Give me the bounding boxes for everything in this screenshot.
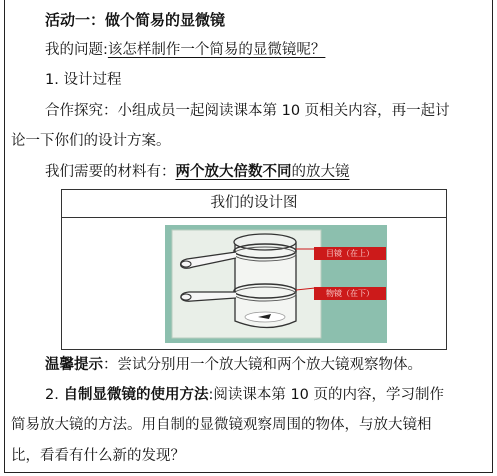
question-prefix: 我的问题:	[45, 42, 108, 58]
materials-emphasis: 两个放大倍数不同	[175, 164, 292, 180]
design-table	[61, 189, 447, 350]
materials-emphasis-group	[176, 164, 350, 180]
design-title: 我们的设计图	[62, 190, 446, 218]
section2-number: 2.	[45, 387, 64, 403]
question-text: 该怎样制作一个简易的显微镜呢？	[107, 42, 326, 58]
activity-title: 活动一：做个简易的显微镜	[45, 11, 226, 29]
section2-text-1: :阅读课本第 10 页的内容，学习制作	[208, 387, 445, 403]
tip-text: ：尝试分别用一个放大镜和两个放大镜观察物体。	[103, 357, 422, 373]
eyepiece-label: 目镜（在上）	[314, 247, 386, 260]
microscope-photo	[165, 225, 387, 343]
materials-suffix: 的放大镜	[291, 164, 350, 180]
section1-para-line1: 合作探究：小组成员一起阅读课本第 10 页相关内容，再一起讨	[45, 103, 450, 119]
section2-line2: 简易放大镜的方法。用自制的显微镜观察周围的物体，与放大镜相	[11, 417, 432, 433]
section2-line1	[45, 385, 444, 405]
materials-prefix: 我们需要的材料有：	[45, 164, 176, 180]
section2-line3: 比，看看有什么新的发现？	[11, 448, 185, 464]
content-cell	[4, 0, 493, 473]
section1-heading: 1. 设计过程	[45, 72, 122, 88]
materials-line	[45, 162, 350, 182]
tip-label: 温馨提示	[45, 357, 103, 373]
question-line	[45, 40, 325, 60]
section2-heading: 自制显微镜的使用方法	[63, 387, 209, 403]
objective-label: 物镜（在下）	[314, 287, 386, 300]
tip-line	[45, 355, 422, 375]
section1-para-line2: 论一下你们的设计方案。	[11, 133, 171, 149]
